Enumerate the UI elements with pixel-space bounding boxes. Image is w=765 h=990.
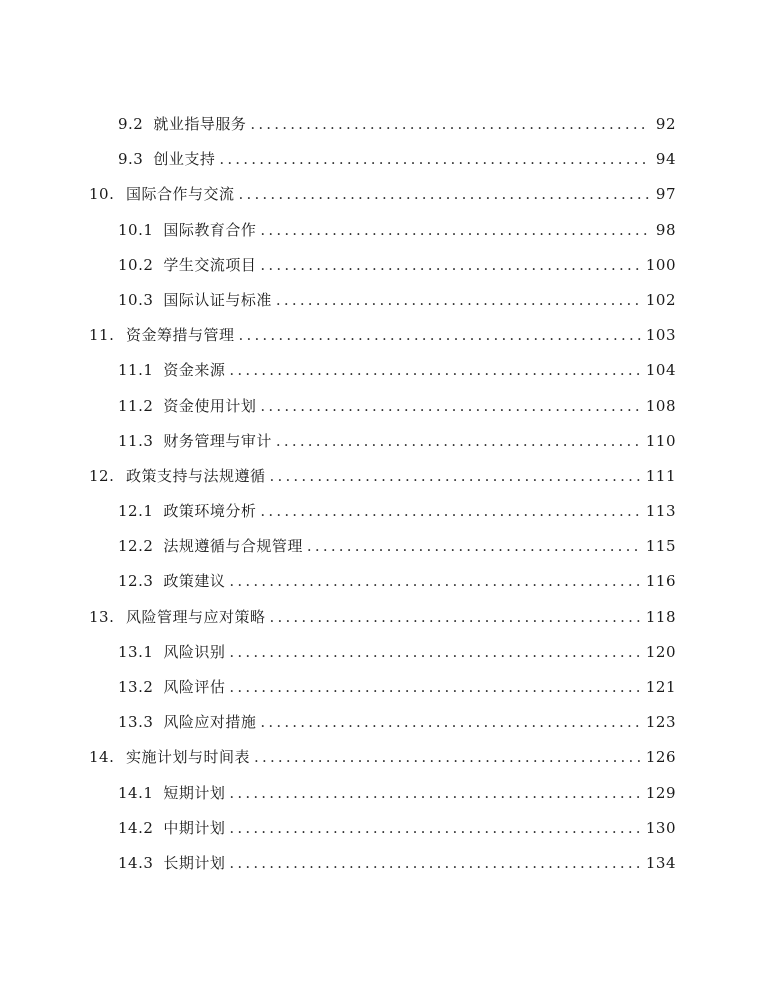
toc-entry-title: 资金使用计划 xyxy=(163,396,257,415)
toc-entry-number: 11.2 xyxy=(118,396,154,415)
toc-entry-number: 10.2 xyxy=(118,255,154,274)
toc-entry-number: 10.1 xyxy=(118,220,154,239)
toc-entry-page: 129 xyxy=(645,783,676,802)
toc-entry-14[interactable] xyxy=(0,740,765,775)
toc-entry-title: 长期计划 xyxy=(163,853,226,872)
toc-entry-title: 短期计划 xyxy=(163,783,226,802)
dot-leader xyxy=(276,424,642,459)
toc-entry-title: 就业指导服务 xyxy=(153,115,247,133)
toc-entry-title: 政策支持与法规遵循 xyxy=(126,466,266,485)
dot-leader xyxy=(250,107,648,142)
toc-entry-page: 116 xyxy=(645,572,676,591)
toc-entry-12-1[interactable] xyxy=(0,494,765,529)
toc-entry-13[interactable] xyxy=(0,600,765,635)
toc-entry-number: 10.3 xyxy=(118,290,154,309)
toc-entry-number: 14.3 xyxy=(118,853,154,872)
dot-leader xyxy=(260,494,641,529)
toc-entry-9-3[interactable] xyxy=(0,142,765,177)
toc-entry-title: 风险识别 xyxy=(163,642,226,661)
toc-entry-13-2[interactable] xyxy=(0,670,765,705)
toc-entry-page: 103 xyxy=(645,326,676,345)
toc-entry-number: 12. xyxy=(89,466,115,485)
toc-entry-title: 资金来源 xyxy=(163,361,226,380)
toc-entry-title: 资金筹措与管理 xyxy=(126,326,235,345)
dot-leader xyxy=(260,248,641,283)
dot-leader xyxy=(229,564,641,599)
toc-entry-page: 120 xyxy=(645,642,676,661)
dot-leader xyxy=(270,459,644,494)
table-of-contents xyxy=(0,107,765,881)
dot-leader xyxy=(254,740,644,775)
dot-leader xyxy=(260,705,641,740)
dot-leader xyxy=(229,635,641,670)
dot-leader xyxy=(229,353,641,388)
toc-entry-page: 113 xyxy=(645,502,676,521)
toc-entry-9-2[interactable] xyxy=(0,107,765,142)
toc-entry-title: 法规遵循与合规管理 xyxy=(163,537,303,556)
toc-entry-number: 14.1 xyxy=(118,783,154,802)
toc-entry-title: 风险评估 xyxy=(163,678,226,696)
toc-entry-title: 创业支持 xyxy=(153,150,216,169)
toc-entry-page: 111 xyxy=(645,466,676,485)
toc-entry-14-1[interactable] xyxy=(0,776,765,811)
toc-entry-number: 14. xyxy=(89,748,115,767)
toc-entry-12-2[interactable] xyxy=(0,529,765,564)
toc-entry-page: 92 xyxy=(655,115,676,133)
dot-leader xyxy=(276,283,642,318)
dot-leader xyxy=(270,600,644,635)
toc-entry-10-1[interactable] xyxy=(0,213,765,248)
toc-entry-number: 9.3 xyxy=(118,150,144,169)
toc-entry-12[interactable] xyxy=(0,459,765,494)
toc-entry-14-2[interactable] xyxy=(0,811,765,846)
toc-entry-page: 134 xyxy=(645,853,676,872)
toc-entry-page: 94 xyxy=(655,150,676,169)
toc-entry-number: 12.1 xyxy=(118,502,154,521)
dot-leader xyxy=(229,846,641,881)
toc-entry-number: 14.2 xyxy=(118,818,154,837)
toc-entry-page: 102 xyxy=(645,290,676,309)
toc-entry-page: 108 xyxy=(645,396,676,415)
toc-entry-11-1[interactable] xyxy=(0,353,765,388)
dot-leader xyxy=(219,142,648,177)
toc-entry-title: 中期计划 xyxy=(163,818,226,837)
toc-entry-title: 财务管理与审计 xyxy=(163,431,272,450)
toc-entry-page: 121 xyxy=(645,678,676,696)
dot-leader xyxy=(260,213,648,248)
toc-entry-title: 国际合作与交流 xyxy=(126,185,235,204)
toc-entry-number: 12.3 xyxy=(118,572,154,591)
toc-entry-12-3[interactable] xyxy=(0,564,765,599)
toc-entry-number: 12.2 xyxy=(118,537,154,556)
dot-leader xyxy=(229,811,641,846)
toc-entry-number: 11. xyxy=(89,326,115,345)
dot-leader xyxy=(239,318,644,353)
toc-entry-page: 123 xyxy=(645,713,676,732)
toc-entry-page: 110 xyxy=(645,431,676,450)
toc-entry-title: 政策建议 xyxy=(163,572,226,591)
toc-entry-page: 98 xyxy=(655,220,676,239)
toc-entry-10-3[interactable] xyxy=(0,283,765,318)
toc-entry-number: 13.1 xyxy=(118,642,154,661)
toc-entry-page: 97 xyxy=(655,185,676,204)
toc-entry-page: 118 xyxy=(645,607,676,626)
toc-entry-number: 11.1 xyxy=(118,361,154,380)
toc-entry-title: 实施计划与时间表 xyxy=(126,748,251,767)
dot-leader xyxy=(260,389,641,424)
toc-entry-number: 10. xyxy=(89,185,115,204)
toc-entry-13-1[interactable] xyxy=(0,635,765,670)
toc-entry-title: 风险应对措施 xyxy=(163,713,257,732)
toc-entry-13-3[interactable] xyxy=(0,705,765,740)
toc-entry-10-2[interactable] xyxy=(0,248,765,283)
toc-entry-title: 政策环境分析 xyxy=(163,502,257,521)
toc-entry-number: 9.2 xyxy=(118,115,144,133)
toc-entry-page: 126 xyxy=(645,748,676,767)
toc-entry-title: 国际认证与标准 xyxy=(163,290,272,309)
toc-entry-page: 130 xyxy=(645,818,676,837)
toc-entry-title: 国际教育合作 xyxy=(163,220,257,239)
toc-entry-title: 学生交流项目 xyxy=(163,255,257,274)
toc-entry-page: 115 xyxy=(645,537,676,556)
toc-entry-page: 104 xyxy=(645,361,676,380)
toc-entry-number: 13. xyxy=(89,607,115,626)
dot-leader xyxy=(239,177,650,212)
toc-entry-number: 11.3 xyxy=(118,431,154,450)
toc-entry-title: 风险管理与应对策略 xyxy=(126,607,266,626)
toc-entry-10[interactable] xyxy=(0,177,765,212)
dot-leader xyxy=(229,776,641,811)
toc-entry-11[interactable] xyxy=(0,318,765,353)
dot-leader xyxy=(229,670,641,705)
dot-leader xyxy=(307,529,642,564)
toc-entry-page: 100 xyxy=(645,255,676,274)
toc-entry-number: 13.3 xyxy=(118,713,154,732)
toc-entry-14-3[interactable] xyxy=(0,846,765,881)
toc-entry-11-2[interactable] xyxy=(0,389,765,424)
toc-entry-number: 13.2 xyxy=(118,678,154,696)
toc-entry-11-3[interactable] xyxy=(0,424,765,459)
